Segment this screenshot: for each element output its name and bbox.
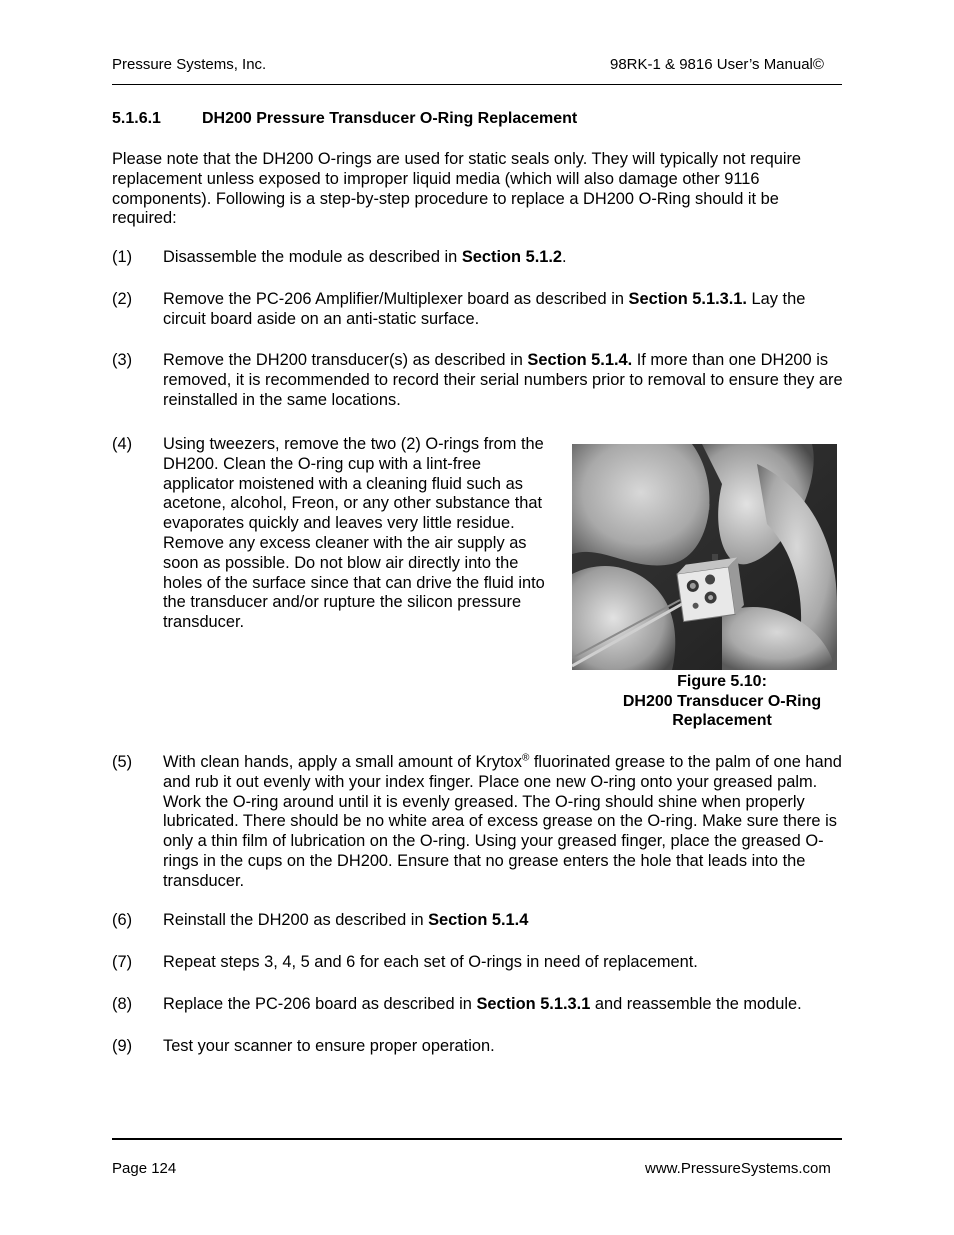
header-divider: [112, 84, 842, 85]
step-text: Remove the DH200 transducer(s) as described in Section 5.1.4. If more than one DH200 is removed, it is recommended to record their serial numbers prior to removal to ensure they are reinstalled in the same locations.: [163, 351, 843, 409]
o-ring-photo-illustration: [572, 444, 837, 670]
step-text: Using tweezers, remove the two (2) O-rings from the DH200. Clean the O-ring cup with a lint-free applicator moistened with a cleaning fluid such as acetone, alcohol, Freon, or any other substance that evaporates quickly and leaves very little residue. Remove any excess cleaner with the air supply as soon as possible. Do not blow air directly into the holes of the surface since that can drive the fluid into the transducer and/or rupture the silicon pressure transducer.: [163, 435, 545, 632]
step-text: With clean hands, apply a small amount of Krytox® fluorinated grease to the palm of one hand and rub it out evenly with your index finger. Place one new O-ring onto your greased palm. Work the O-ring around until it is evenly greased. The O-ring should shine when properly lubricated. There should be no white area of excess grease on the O-ring. Make sure there is only a thin film of lubrication on the O-ring. Using your greased finger, place the greased O-rings in the cups on the DH200. Ensure that no grease enters the hole that leads into the transducer.: [163, 752, 842, 890]
step-text: Reinstall the DH200 as described in Section 5.1.4: [163, 911, 529, 929]
step-text: Disassemble the module as described in Section 5.1.2.: [163, 248, 567, 266]
intro-paragraph: Please note that the DH200 O-rings are used for static seals only. They will typically not require replacement unless exposed to improper liquid media (which will also damage other 9116 components). Following is a step-by-step procedure to replace a DH200 O-Ring should it be required:: [112, 150, 802, 228]
figure-photo: [572, 444, 837, 670]
step-number: (5): [112, 753, 133, 771]
step-number: (7): [112, 953, 133, 971]
footer-divider: [112, 1138, 842, 1140]
figure-caption: [572, 672, 872, 731]
step-text: Replace the PC-206 board as described in Section 5.1.3.1 and reassemble the module.: [163, 995, 802, 1013]
section-title: DH200 Pressure Transducer O-Ring Replacement: [202, 110, 578, 127]
footer-url: www.PressureSystems.com: [645, 1160, 831, 1177]
step-text: Repeat steps 3, 4, 5 and 6 for each set of O-rings in need of replacement.: [163, 953, 698, 971]
step-text: Remove the PC-206 Amplifier/Multiplexer board as described in Section 5.1.3.1. Lay the circuit board aside on an anti-static surface.: [163, 290, 806, 328]
step-text: Test your scanner to ensure proper operation.: [163, 1037, 495, 1055]
step-number: (4): [112, 435, 133, 453]
figure-caption-line: DH200 Transducer O-Ring: [622, 692, 822, 710]
step-number: (6): [112, 911, 133, 929]
step-number: (3): [112, 351, 133, 369]
figure-label: Figure 5.10:: [677, 673, 767, 690]
step-number: (2): [112, 290, 133, 308]
figure-caption-line: Replacement: [672, 712, 772, 729]
page-number: Page 124: [112, 1160, 177, 1177]
step-number: (1): [112, 248, 133, 266]
header-company: Pressure Systems, Inc.: [112, 56, 267, 73]
step-number: (9): [112, 1037, 133, 1055]
step-number: (8): [112, 995, 133, 1013]
header-manual-title: 98RK-1 & 9816 User’s Manual©: [610, 56, 824, 73]
section-number: 5.1.6.1: [112, 110, 161, 127]
